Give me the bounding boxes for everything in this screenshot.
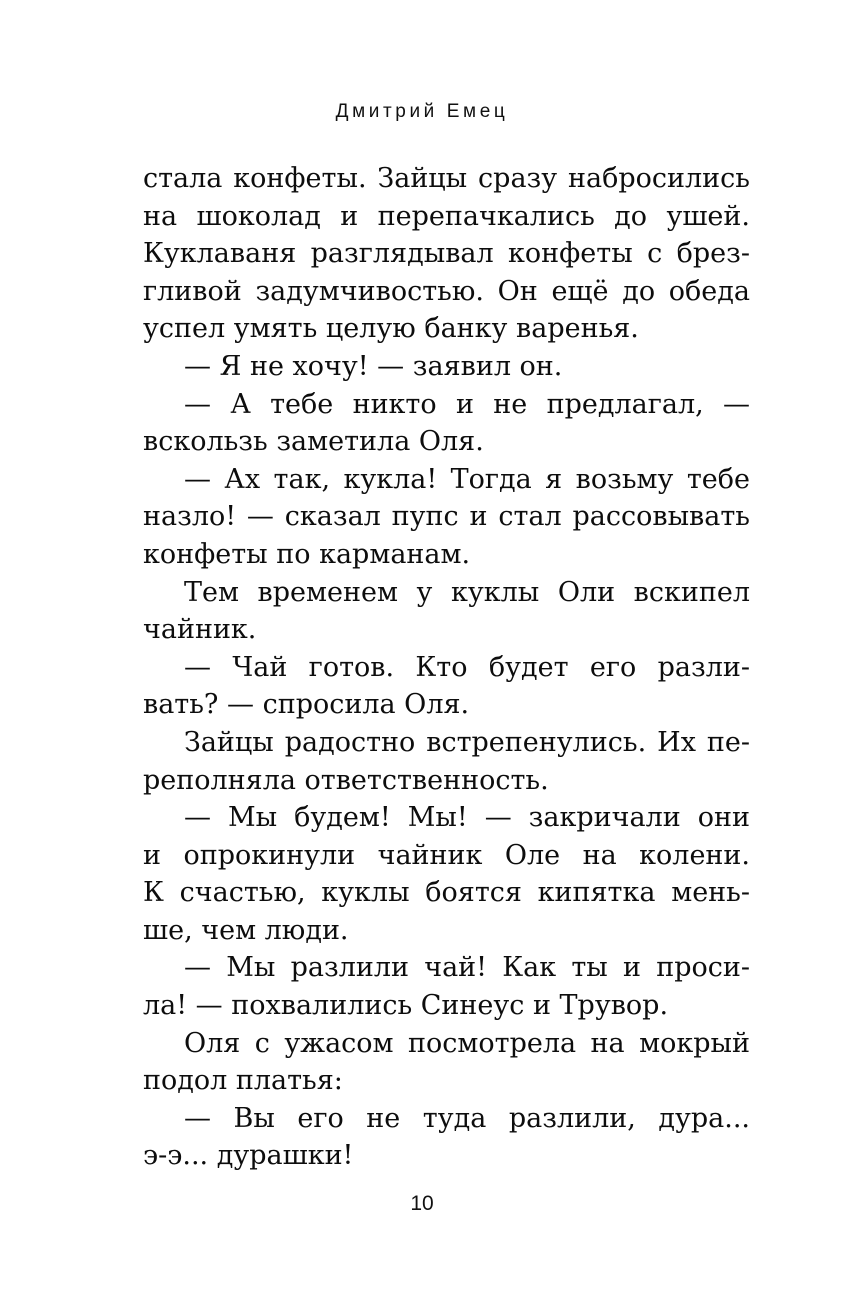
text-line: реполняла ответственность. <box>143 764 549 796</box>
text-line: — Мы будем! Мы! — закричали они <box>184 802 750 834</box>
text-line: — Вы его не туда разлили, дура... <box>184 1102 750 1134</box>
text-line: — Мы разлили чай! Как ты и проси- <box>184 952 750 984</box>
text-line: стала конфеты. Зайцы сразу набросились <box>143 163 750 194</box>
text-line: — Чай готов. Кто будет его разли- <box>184 651 750 683</box>
text-line: — А тебе никто и не предлагал, — <box>184 388 750 420</box>
text-line: ла! — похвалились Синеус и Трувор. <box>143 990 669 1022</box>
text-line: и опрокинули чайник Оле на колени. <box>143 839 750 871</box>
text-line: чайник. <box>143 614 257 646</box>
text-line: подол платья: <box>143 1065 343 1097</box>
running-head: Дмитрий Емец <box>335 101 509 122</box>
text-line: К счастью, куклы боятся кипятка мень- <box>143 877 750 909</box>
page-number: 10 <box>410 1192 434 1215</box>
body-text <box>143 160 750 1175</box>
text-line: Оля с ужасом посмотрела на мокрый <box>184 1027 750 1059</box>
text-line: успел умять целую банку варенья. <box>143 313 639 345</box>
text-line: — Я не хочу! — заявил он. <box>184 350 563 382</box>
text-line: на шоколад и перепачкались до ушей. <box>143 200 750 232</box>
text-line: ше, чем люди. <box>143 914 349 946</box>
text-line: э-э... дурашки! <box>143 1140 354 1172</box>
text-line: конфеты по карманам. <box>143 538 471 570</box>
text-line: — Ах так, кукла! Тогда я возьму тебе <box>184 463 750 495</box>
text-line: вать? — спросила Оля. <box>143 689 470 721</box>
text-line: гливой задумчивостью. Он ещё до обеда <box>143 275 750 307</box>
text-line: Зайцы радостно встрепенулись. Их пе- <box>184 726 750 758</box>
text-line: назло! — сказал пупс и стал рассовывать <box>143 501 750 533</box>
text-line: Куклаваня разглядывал конфеты с брез- <box>143 238 750 270</box>
text-line: вскользь заметила Оля. <box>143 426 484 458</box>
text-line: Тем временем у куклы Оли вскипел <box>184 576 750 608</box>
